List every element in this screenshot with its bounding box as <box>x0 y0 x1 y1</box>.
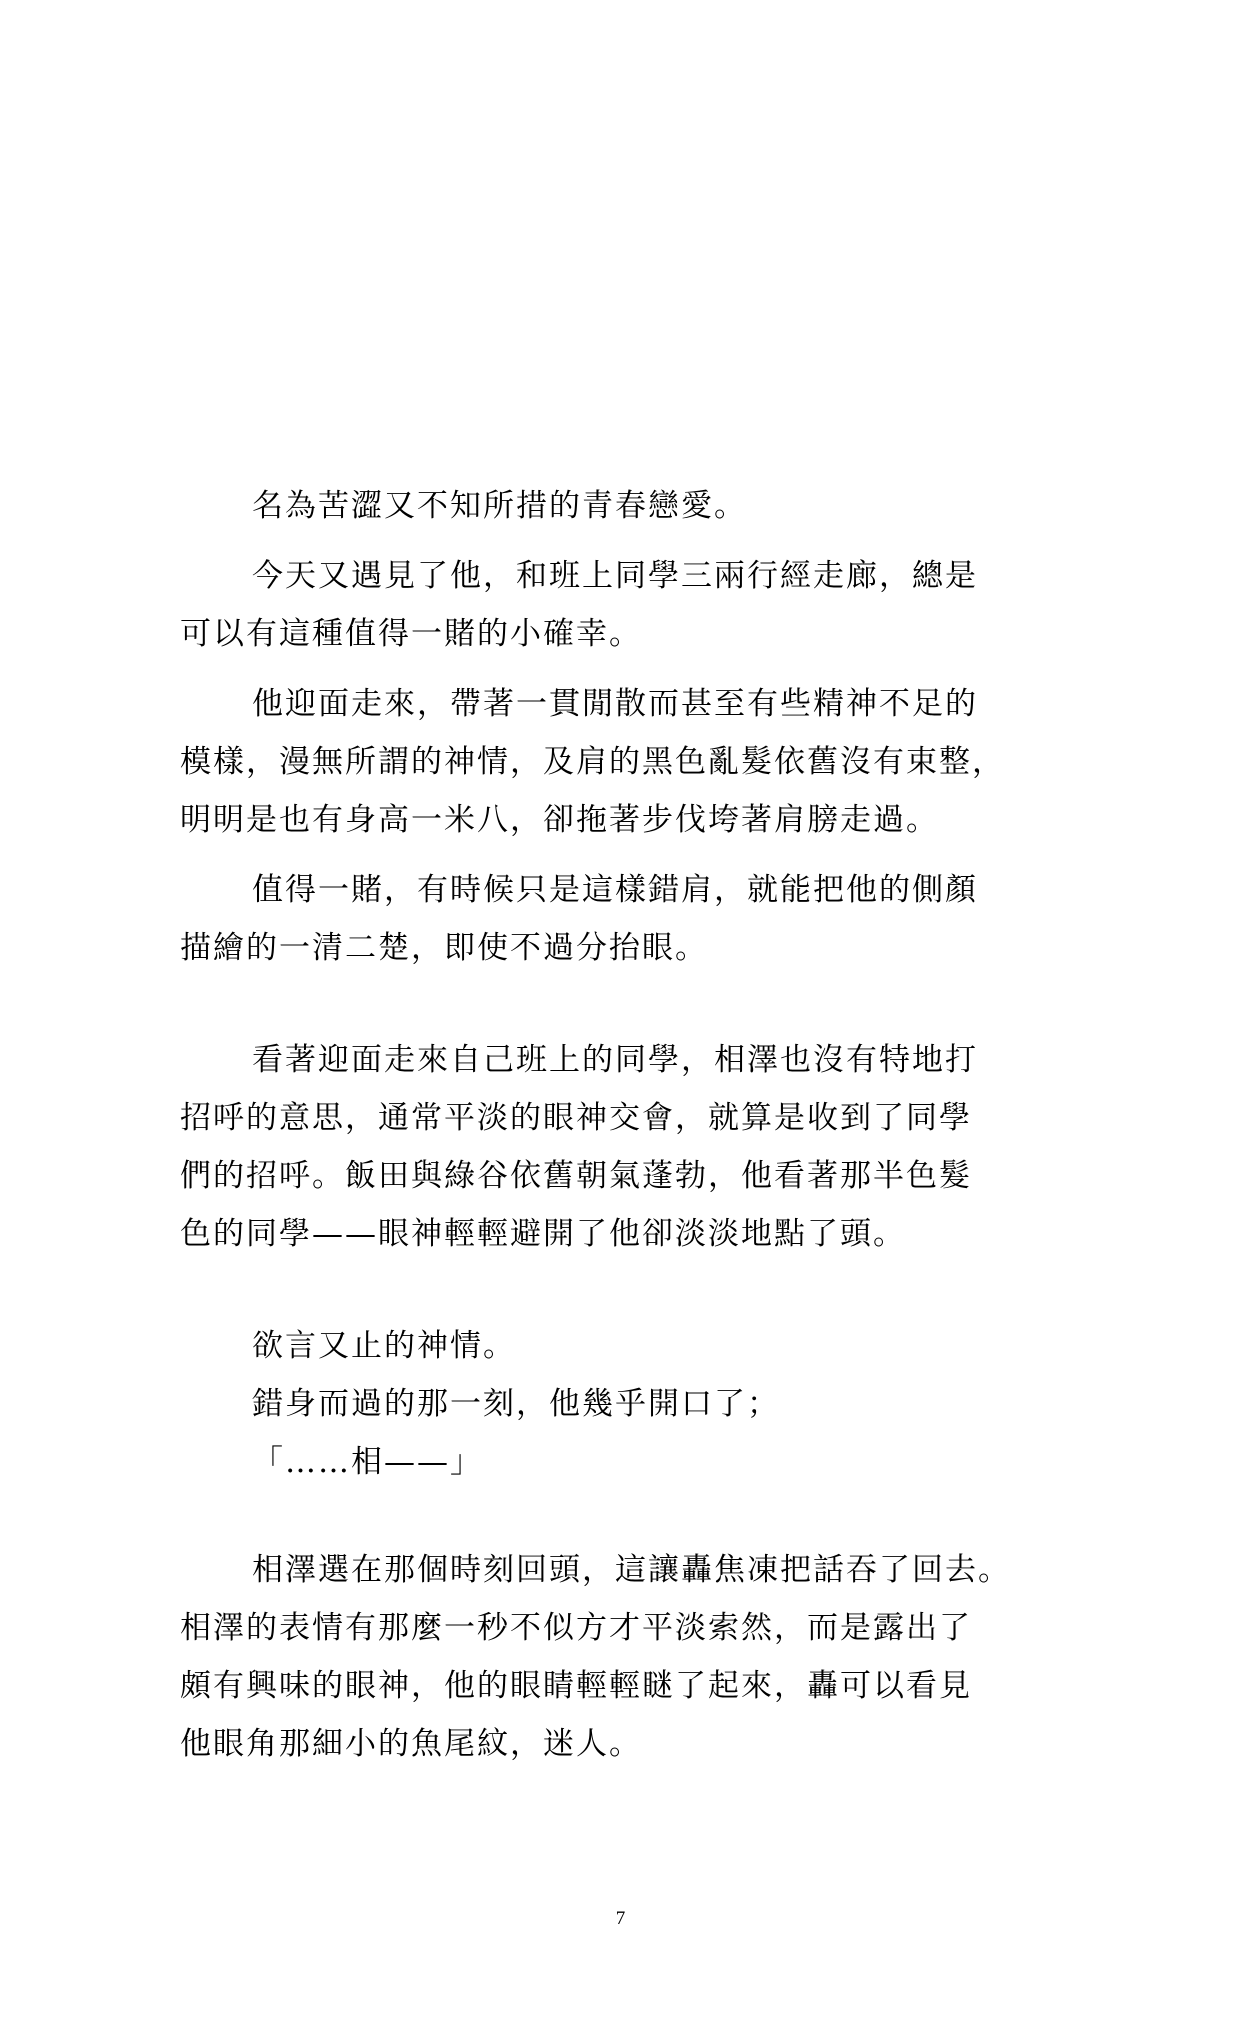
paragraph-5-line-1: 看著迎面走來自己班上的同學，相澤也沒有特地打 <box>252 1042 978 1078</box>
paragraph-5-line-2: 招呼的意思，通常平淡的眼神交會，就算是收到了同學 <box>180 1100 972 1136</box>
paragraph-9-line-1: 相澤選在那個時刻回頭，這讓轟焦凍把話吞了回去。 <box>252 1552 1011 1588</box>
paragraph-9-line-4: 他眼角那細小的魚尾紋，迷人。 <box>180 1726 642 1762</box>
paragraph-4-line-1: 值得一賭，有時候只是這樣錯肩，就能把他的側顏 <box>252 872 978 908</box>
paragraph-3-line-3: 明明是也有身高一米八，卻拖著步伐垮著肩膀走過。 <box>180 802 939 838</box>
paragraph-1-line-1: 名為苦澀又不知所措的青春戀愛。 <box>252 488 747 524</box>
paragraph-7-line-1: 錯身而過的那一刻，他幾乎開口了； <box>252 1386 780 1422</box>
paragraph-2-line-2: 可以有這種值得一賭的小確幸。 <box>180 616 642 652</box>
paragraph-4-line-2: 描繪的一清二楚，即使不過分抬眼。 <box>180 930 708 966</box>
paragraph-9-line-2: 相澤的表情有那麼一秒不似方才平淡索然，而是露出了 <box>180 1610 972 1646</box>
paragraph-3-line-2: 模樣，漫無所謂的神情，及肩的黑色亂髮依舊沒有束整， <box>180 744 1005 780</box>
paragraph-9-line-3: 頗有興味的眼神，他的眼睛輕輕瞇了起來，轟可以看見 <box>180 1668 972 1704</box>
paragraph-6-line-1: 欲言又止的神情。 <box>252 1328 516 1364</box>
paragraph-5-line-4: 色的同學——眼神輕輕避開了他卻淡淡地點了頭。 <box>180 1216 906 1252</box>
paragraph-2-line-1: 今天又遇見了他，和班上同學三兩行經走廊，總是 <box>252 558 978 594</box>
page-number: 7 <box>615 1908 626 1929</box>
paragraph-8-line-1: 「……相——」 <box>252 1444 483 1480</box>
paragraph-5-line-3: 們的招呼。飯田與綠谷依舊朝氣蓬勃，他看著那半色髮 <box>180 1158 972 1194</box>
paragraph-3-line-1: 他迎面走來，帶著一貫閒散而甚至有些精神不足的 <box>252 686 978 722</box>
